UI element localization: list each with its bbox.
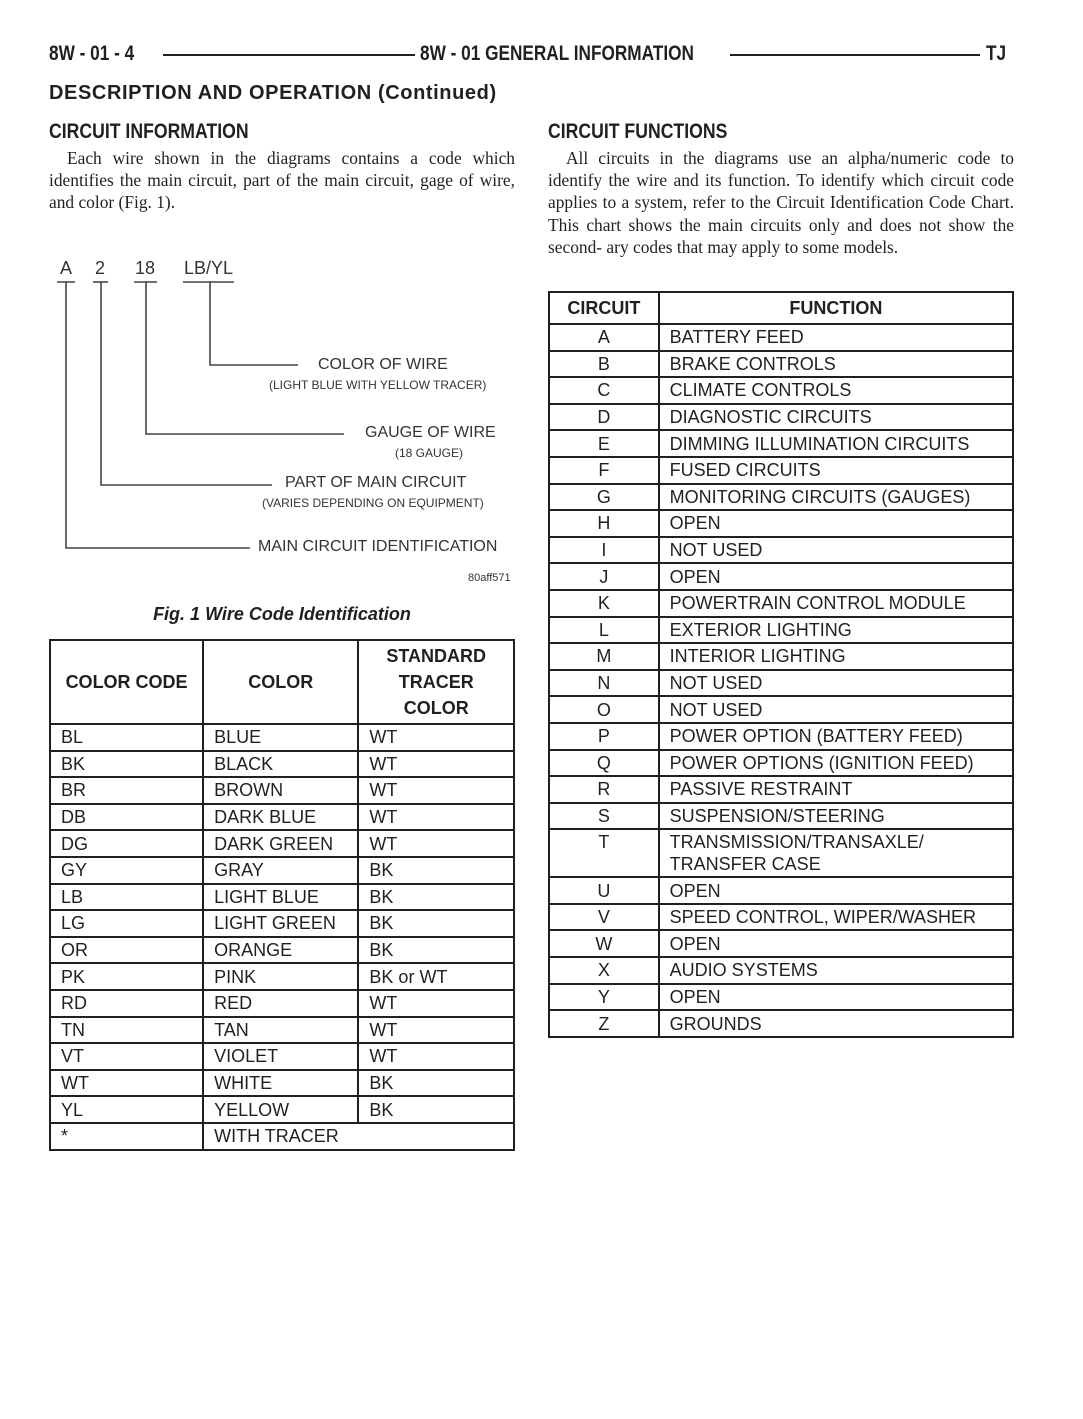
circuit-function-cell: BATTERY FEED xyxy=(659,324,1013,351)
table-row xyxy=(50,857,514,884)
color-name-cell: WHITE xyxy=(203,1070,358,1097)
circuit-function-cell: CLIMATE CONTROLS xyxy=(659,377,1013,404)
color-code-cell: TN xyxy=(50,1017,203,1044)
color-code-cell: DB xyxy=(50,804,203,831)
table-row xyxy=(549,643,1013,670)
circuit-function-cell: INTERIOR LIGHTING xyxy=(659,643,1013,670)
tracer-header-line: TRACER xyxy=(398,672,474,692)
color-code-cell: GY xyxy=(50,857,203,884)
circuit-letter-cell: I xyxy=(549,537,659,564)
tracer-color-cell: WT xyxy=(358,990,514,1017)
table-row xyxy=(549,324,1013,351)
table-row xyxy=(50,937,514,964)
label-part-sub: (VARIES DEPENDING ON EQUIPMENT) xyxy=(262,496,484,510)
circuit-function-cell: FUSED CIRCUITS xyxy=(659,457,1013,484)
figure-id: 80aff571 xyxy=(468,572,511,584)
tracer-color-cell: WT xyxy=(358,1017,514,1044)
color-name-cell: GRAY xyxy=(203,857,358,884)
circuit-letter-cell: Y xyxy=(549,984,659,1011)
color-name-cell: PINK xyxy=(203,963,358,990)
color-code-cell: RD xyxy=(50,990,203,1017)
table-row xyxy=(549,590,1013,617)
color-code-cell: PK xyxy=(50,963,203,990)
label-color-of-wire: COLOR OF WIRE xyxy=(318,356,448,373)
table-row xyxy=(549,904,1013,931)
color-code-cell: OR xyxy=(50,937,203,964)
figure-caption: Fig. 1 Wire Code Identification xyxy=(153,604,411,624)
table-row xyxy=(549,510,1013,537)
color-name-cell: BROWN xyxy=(203,777,358,804)
circuit-function-table xyxy=(548,291,1014,1038)
table-row xyxy=(50,751,514,778)
color-name-cell: LIGHT GREEN xyxy=(203,910,358,937)
table-row xyxy=(50,1070,514,1097)
circuit-letter-cell: C xyxy=(549,377,659,404)
color-name-cell: BLACK xyxy=(203,751,358,778)
color-code-table xyxy=(49,639,515,1151)
circuit-letter-cell: U xyxy=(549,877,659,904)
circuit-function-cell: OPEN xyxy=(659,563,1013,590)
circuit-information-text: Each wire shown in the diagrams contains a code which identifies the main circuit, part of the main circuit, gage of wire, and color (Fig. 1). xyxy=(49,148,515,213)
tracer-color-cell: BK xyxy=(358,937,514,964)
column-header-color-code: COLOR CODE xyxy=(50,640,203,724)
table-row xyxy=(549,877,1013,904)
tracer-color-cell: BK xyxy=(358,1096,514,1123)
circuit-function-cell: POWER OPTIONS (IGNITION FEED) xyxy=(659,750,1013,777)
circuit-function-cell: POWERTRAIN CONTROL MODULE xyxy=(659,590,1013,617)
color-code-cell: BR xyxy=(50,777,203,804)
circuit-function-cell: NOT USED xyxy=(659,537,1013,564)
circuit-letter-cell: E xyxy=(549,430,659,457)
tracer-color-cell: WT xyxy=(358,830,514,857)
table-row xyxy=(50,777,514,804)
table-row xyxy=(549,484,1013,511)
table-row xyxy=(549,723,1013,750)
circuit-function-cell: SPEED CONTROL, WIPER/WASHER xyxy=(659,904,1013,931)
circuit-letter-cell: G xyxy=(549,484,659,511)
circuit-letter-cell: S xyxy=(549,803,659,830)
table-row xyxy=(549,776,1013,803)
table-header-row xyxy=(549,292,1013,324)
table-row xyxy=(549,984,1013,1011)
code-part-sub: 2 xyxy=(95,258,106,278)
circuit-letter-cell: R xyxy=(549,776,659,803)
color-name-cell: YELLOW xyxy=(203,1096,358,1123)
circuit-function-cell: AUDIO SYSTEMS xyxy=(659,957,1013,984)
circuit-letter-cell: P xyxy=(549,723,659,750)
table-row xyxy=(50,990,514,1017)
table-row xyxy=(549,404,1013,431)
label-color-sub: (LIGHT BLUE WITH YELLOW TRACER) xyxy=(269,378,487,392)
color-code-cell: LB xyxy=(50,884,203,911)
code-part-gauge: 18 xyxy=(135,258,156,278)
color-code-cell: BK xyxy=(50,751,203,778)
tracer-color-cell: WT xyxy=(358,1043,514,1070)
table-row-footnote xyxy=(50,1123,514,1150)
table-row xyxy=(50,1043,514,1070)
table-row xyxy=(549,930,1013,957)
table-row xyxy=(549,1010,1013,1037)
tracer-color-cell: BK xyxy=(358,857,514,884)
column-header-color: COLOR xyxy=(203,640,358,724)
circuit-function-cell: BRAKE CONTROLS xyxy=(659,351,1013,378)
color-name-cell: DARK BLUE xyxy=(203,804,358,831)
color-name-cell: BLUE xyxy=(203,724,358,751)
color-name-cell: ORANGE xyxy=(203,937,358,964)
column-header-tracer xyxy=(358,640,514,724)
circuit-function-cell: GROUNDS xyxy=(659,1010,1013,1037)
tracer-color-cell: BK or WT xyxy=(358,963,514,990)
table-row xyxy=(50,910,514,937)
circuit-letter-cell: Z xyxy=(549,1010,659,1037)
tracer-header-line: COLOR xyxy=(403,698,469,718)
table-row xyxy=(549,457,1013,484)
label-gauge-sub: (18 GAUGE) xyxy=(395,446,464,460)
tracer-header-line: STANDARD xyxy=(386,646,487,666)
table-row xyxy=(549,829,1013,877)
model-code: TJ xyxy=(986,42,1007,65)
circuit-function-cell: DIMMING ILLUMINATION CIRCUITS xyxy=(659,430,1013,457)
circuit-function-cell: DIAGNOSTIC CIRCUITS xyxy=(659,404,1013,431)
circuit-functions-paragraph xyxy=(548,147,1014,258)
circuit-function-cell: PASSIVE RESTRAINT xyxy=(659,776,1013,803)
circuit-function-cell: POWER OPTION (BATTERY FEED) xyxy=(659,723,1013,750)
table-row xyxy=(50,1017,514,1044)
circuit-information-heading: CIRCUIT INFORMATION xyxy=(49,120,249,143)
circuit-letter-cell: B xyxy=(549,351,659,378)
tracer-color-cell: BK xyxy=(358,884,514,911)
circuit-letter-cell: X xyxy=(549,957,659,984)
tracer-color-cell: BK xyxy=(358,910,514,937)
color-name-cell: TAN xyxy=(203,1017,358,1044)
color-code-cell: WT xyxy=(50,1070,203,1097)
label-part-of-main-circuit: PART OF MAIN CIRCUIT xyxy=(285,474,467,491)
color-name-cell: DARK GREEN xyxy=(203,830,358,857)
section-title: DESCRIPTION AND OPERATION (Continued) xyxy=(49,82,497,104)
color-code-cell: BL xyxy=(50,724,203,751)
circuit-function-cell: NOT USED xyxy=(659,670,1013,697)
circuit-letter-cell: N xyxy=(549,670,659,697)
table-row xyxy=(50,724,514,751)
color-name-cell: LIGHT BLUE xyxy=(203,884,358,911)
table-row xyxy=(549,351,1013,378)
circuit-function-cell: SUSPENSION/STEERING xyxy=(659,803,1013,830)
circuit-letter-cell: J xyxy=(549,563,659,590)
tracer-color-cell: WT xyxy=(358,777,514,804)
color-name-cell: VIOLET xyxy=(203,1043,358,1070)
circuit-functions-text: All circuits in the diagrams use an alpha/numeric code to identify the wire and its function. To identify which circuit code applies to a system, refer to the Circuit Identification Code Chart. This chart shows the main circuits only and does not show the second- ary codes that may apply to some models. xyxy=(548,148,1014,257)
footnote-text: WITH TRACER xyxy=(203,1123,514,1150)
table-row xyxy=(549,617,1013,644)
circuit-letter-cell: M xyxy=(549,643,659,670)
circuit-letter-cell: W xyxy=(549,930,659,957)
table-row xyxy=(50,804,514,831)
color-code-cell: LG xyxy=(50,910,203,937)
tracer-color-cell: WT xyxy=(358,724,514,751)
circuit-function-cell: NOT USED xyxy=(659,696,1013,723)
table-header-row xyxy=(50,640,514,724)
color-code-cell: YL xyxy=(50,1096,203,1123)
label-main-circuit-identification: MAIN CIRCUIT IDENTIFICATION xyxy=(258,538,498,555)
wire-code-leader-lines xyxy=(0,0,540,600)
chapter-title: 8W - 01 GENERAL INFORMATION xyxy=(420,42,694,65)
table-row xyxy=(50,1096,514,1123)
code-part-main: A xyxy=(60,258,73,278)
code-part-color: LB/YL xyxy=(184,258,234,278)
circuit-function-cell: TRANSMISSION/TRANSAXLE/ TRANSFER CASE xyxy=(659,829,1013,877)
header-rule-right xyxy=(730,54,980,56)
table-row xyxy=(549,750,1013,777)
circuit-function-cell: EXTERIOR LIGHTING xyxy=(659,617,1013,644)
circuit-letter-cell: L xyxy=(549,617,659,644)
color-name-cell: RED xyxy=(203,990,358,1017)
tracer-color-cell: WT xyxy=(358,804,514,831)
table-row xyxy=(549,670,1013,697)
circuit-letter-cell: F xyxy=(549,457,659,484)
circuit-letter-cell: H xyxy=(549,510,659,537)
circuit-letter-cell: A xyxy=(549,324,659,351)
table-row xyxy=(549,537,1013,564)
circuit-function-cell: OPEN xyxy=(659,877,1013,904)
table-row xyxy=(549,430,1013,457)
footnote-symbol: * xyxy=(50,1123,203,1150)
tracer-color-cell: BK xyxy=(358,1070,514,1097)
table-row xyxy=(50,963,514,990)
table-row xyxy=(50,884,514,911)
circuit-functions-heading: CIRCUIT FUNCTIONS xyxy=(548,120,728,143)
table-row xyxy=(549,803,1013,830)
circuit-letter-cell: Q xyxy=(549,750,659,777)
circuit-letter-cell: V xyxy=(549,904,659,931)
page-number: 8W - 01 - 4 xyxy=(49,42,135,65)
tracer-color-cell: WT xyxy=(358,751,514,778)
table-row xyxy=(549,696,1013,723)
column-header-function: FUNCTION xyxy=(659,292,1013,324)
circuit-function-cell: OPEN xyxy=(659,930,1013,957)
circuit-function-cell: OPEN xyxy=(659,510,1013,537)
table-row xyxy=(50,830,514,857)
circuit-function-cell: MONITORING CIRCUITS (GAUGES) xyxy=(659,484,1013,511)
table-row xyxy=(549,957,1013,984)
column-header-circuit: CIRCUIT xyxy=(549,292,659,324)
circuit-function-cell: OPEN xyxy=(659,984,1013,1011)
color-code-cell: DG xyxy=(50,830,203,857)
circuit-letter-cell: T xyxy=(549,829,659,877)
circuit-letter-cell: O xyxy=(549,696,659,723)
circuit-letter-cell: K xyxy=(549,590,659,617)
label-gauge-of-wire: GAUGE OF WIRE xyxy=(365,424,496,441)
table-row xyxy=(549,377,1013,404)
circuit-letter-cell: D xyxy=(549,404,659,431)
color-code-cell: VT xyxy=(50,1043,203,1070)
table-row xyxy=(549,563,1013,590)
